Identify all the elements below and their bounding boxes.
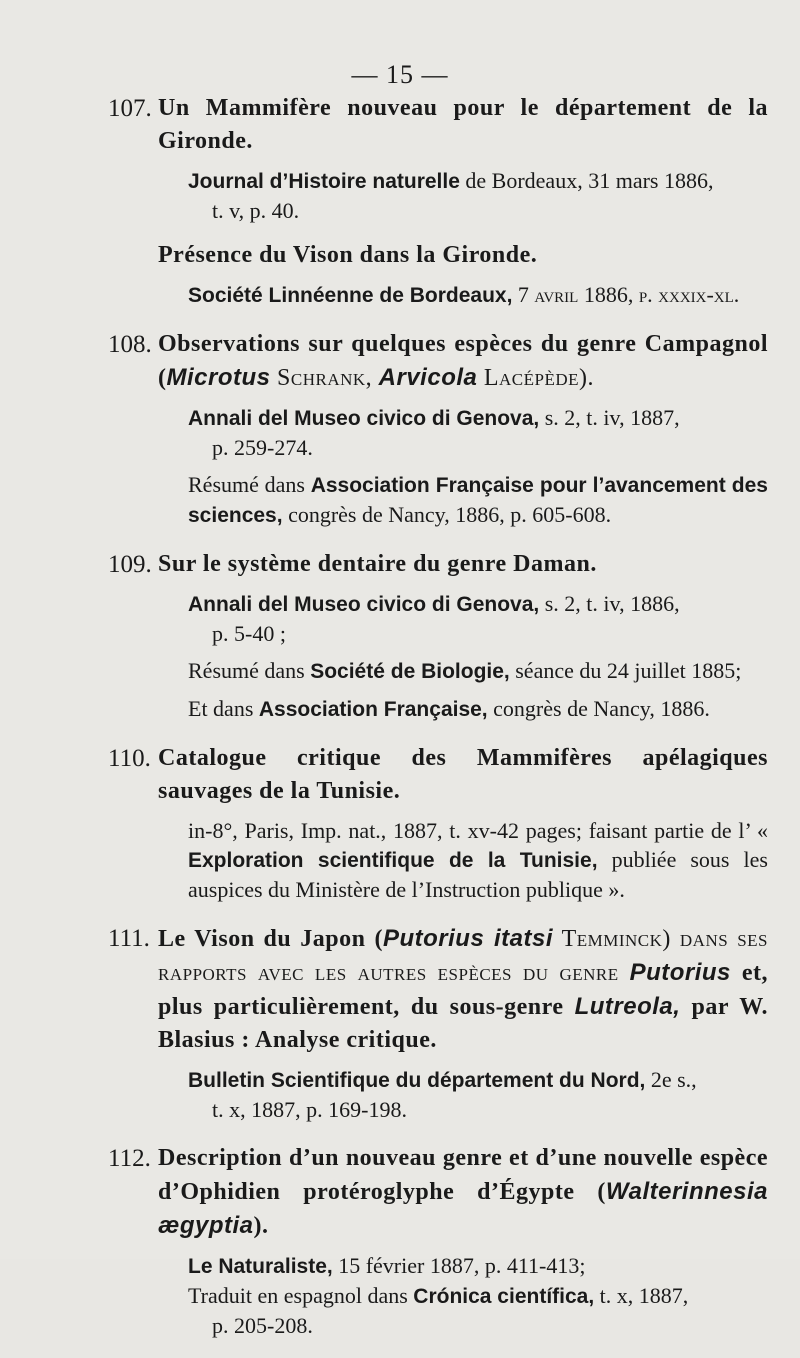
reference-continuation: t. v, p. 40.: [212, 198, 300, 223]
entry-109: [108, 548, 768, 724]
entry-107: [108, 92, 768, 310]
entry-108: [108, 328, 768, 530]
entry-number: 110.: [108, 745, 151, 772]
reference-details: 7 avril 1886, p. xxxix-xl.: [512, 282, 740, 307]
entry-reference: Résumé dans Association Française pour l’avancement des sciences, congrès de Nancy, 1886, p. 605-608.: [188, 472, 768, 527]
entry-number: 111.: [108, 925, 150, 952]
entry-number: 107.: [108, 95, 152, 122]
entry-number: 112.: [108, 1145, 151, 1172]
entry-110: [108, 742, 768, 904]
page-number: — 15 —: [351, 60, 449, 89]
entry-reference: Le Naturaliste, 15 février 1887, p. 411-413;: [188, 1253, 586, 1278]
entry-reference: Et dans Association Française, congrès de Nancy, 1886.: [188, 696, 710, 721]
entry-title: Un Mammifère nouveau pour le département de la Gironde.: [158, 95, 768, 154]
entry-title: Sur le système dentaire du genre Daman.: [158, 551, 597, 577]
entry-reference: Annali del Museo civico di Genova, s. 2, t. iv, 1887, p. 259-274.: [188, 405, 680, 460]
entry-reference: [188, 280, 768, 310]
entry-subtitle: Présence du Vison dans la Gironde.: [158, 242, 538, 268]
entry-number: 109.: [108, 551, 152, 578]
entry-111: [108, 922, 768, 1124]
entry-reference: [188, 166, 768, 225]
entry-reference: in-8°, Paris, Imp. nat., 1887, t. xv-42 pages; faisant partie de l’ « Exploration scientifique de la Tunisie, publiée sous les auspices du Ministère de l’Instruction publique ».: [188, 818, 768, 902]
entry-title: Observations sur quelques espèces du genre Campagnol (Microtus Schrank, Arvicola Lacépède).: [158, 331, 768, 391]
entry-112: [108, 1142, 768, 1340]
reference-source: Journal d’Histoire naturelle: [188, 170, 460, 193]
entry-title: Description d’un nouveau genre et d’une nouvelle espèce d’Ophidien protéroglyphe d’Égypte (Walterinnesia ægyptia).: [158, 1145, 768, 1239]
reference-source: Société Linnéenne de Bordeaux,: [188, 284, 513, 307]
entry-reference: Résumé dans Société de Biologie, séance du 24 juillet 1885;: [188, 658, 742, 683]
entry-reference: Traduit en espagnol dans Crónica científica, t. x, 1887, p. 205-208.: [188, 1283, 689, 1338]
reference-details: de Bordeaux, 31 mars 1886,: [459, 168, 714, 193]
entry-title: Catalogue critique des Mammifères apélagiques sauvages de la Tunisie.: [158, 745, 768, 804]
entry-reference: Bulletin Scientifique du département du Nord, 2e s., t. x, 1887, p. 169-198.: [188, 1067, 697, 1122]
bibliography-list: [108, 92, 768, 1358]
entry-title: Le Vison du Japon (Putorius itatsi Temminck) dans ses rapports avec les autres espèces du genre Putorius et, plus particulièrement, du sous-genre Lutreola, par W. Blasius : Analyse critique.: [158, 925, 768, 1053]
entry-reference: Annali del Museo civico di Genova, s. 2, t. iv, 1886, p. 5-40 ;: [188, 591, 680, 646]
entry-number: 108.: [108, 331, 152, 358]
